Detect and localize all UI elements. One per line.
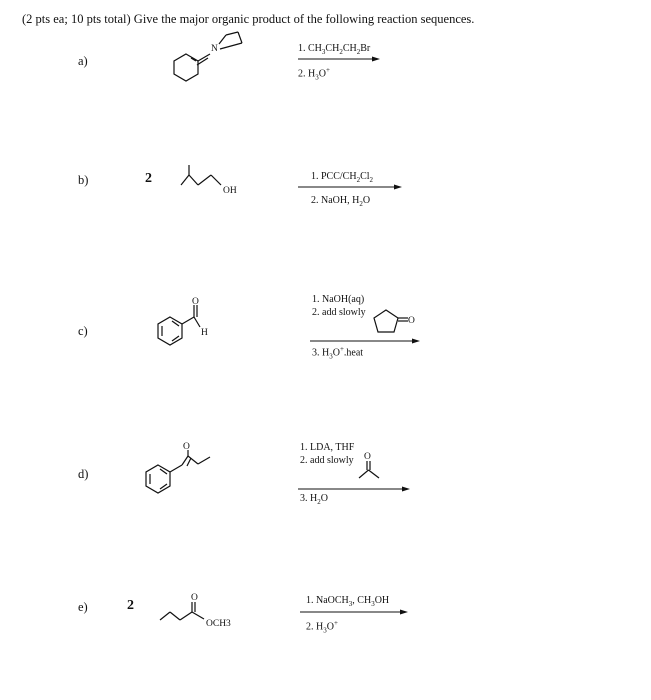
reagent-step-3: 3. $H_3O^+.heat$ xyxy=(312,345,364,361)
problem-d xyxy=(0,380,651,506)
reagent-step-2: 2. NaOH, $H_2O$ xyxy=(311,195,371,208)
reagent-step-2: 2. add slowly xyxy=(312,307,366,318)
reaction-arrow xyxy=(300,608,408,616)
problem-label: e) xyxy=(78,600,88,614)
reagent-step-1: 1. NaOCH$_3$, $CH_3OH$ xyxy=(306,595,390,608)
problem-a xyxy=(0,0,651,120)
reaction-arrow xyxy=(310,337,420,345)
methyl-butanoate-structure xyxy=(158,582,258,632)
hydroxyl-label: OH xyxy=(223,186,237,196)
reagent-step-3: 3. $H_2O$ xyxy=(300,493,328,506)
problem-b xyxy=(0,120,651,240)
nitrogen-atom-label: N xyxy=(211,44,218,54)
problem-c xyxy=(0,240,651,360)
reagent-step-2: 2. $H_3O^+$ xyxy=(298,66,330,82)
reagent-step-2: 2. add slowly xyxy=(300,455,354,466)
reagent-step-1: 1. LDA, THF xyxy=(300,442,355,453)
reagent-step-1: 1. $CH_3CH_2CH_2Br$ xyxy=(298,43,371,56)
enamine-structure xyxy=(170,25,260,85)
reaction-arrow xyxy=(298,183,402,191)
carbonyl-oxygen-label: O xyxy=(191,593,198,603)
problem-e xyxy=(0,560,651,680)
reaction-arrow xyxy=(298,485,410,493)
stoichiometric-coefficient: 2 xyxy=(127,598,134,613)
aldehyde-h-label: H xyxy=(201,328,208,338)
reaction-arrow xyxy=(298,55,380,63)
problem-label: a) xyxy=(78,54,88,68)
isoamyl-alcohol-structure xyxy=(175,165,255,205)
phenylacetone-structure xyxy=(138,440,228,500)
carbonyl-oxygen-label: O xyxy=(183,442,190,452)
problem-label: c) xyxy=(78,324,88,338)
ketone-oxygen-label: O xyxy=(408,316,415,326)
stoichiometric-coefficient: 2 xyxy=(145,171,152,186)
problem-label: b) xyxy=(78,173,89,187)
phenylacetaldehyde-structure xyxy=(150,295,230,355)
carbonyl-oxygen-label: O xyxy=(192,297,199,307)
reagent-step-2: 2. $H_3O^+$ xyxy=(306,619,338,635)
methoxy-label: OCH3 xyxy=(206,619,231,629)
problem-label: d) xyxy=(78,467,89,481)
reagent-step-1: 1. NaOH(aq) xyxy=(312,294,365,305)
acetone-oxygen-label: O xyxy=(364,452,371,462)
acetone-structure xyxy=(355,450,395,485)
question-header: (2 pts ea; 10 pts total) Give the major organic product of the following reaction sequences. xyxy=(22,12,475,26)
reagent-step-1: 1. PCC/$CH_2Cl_2$ xyxy=(311,171,374,184)
